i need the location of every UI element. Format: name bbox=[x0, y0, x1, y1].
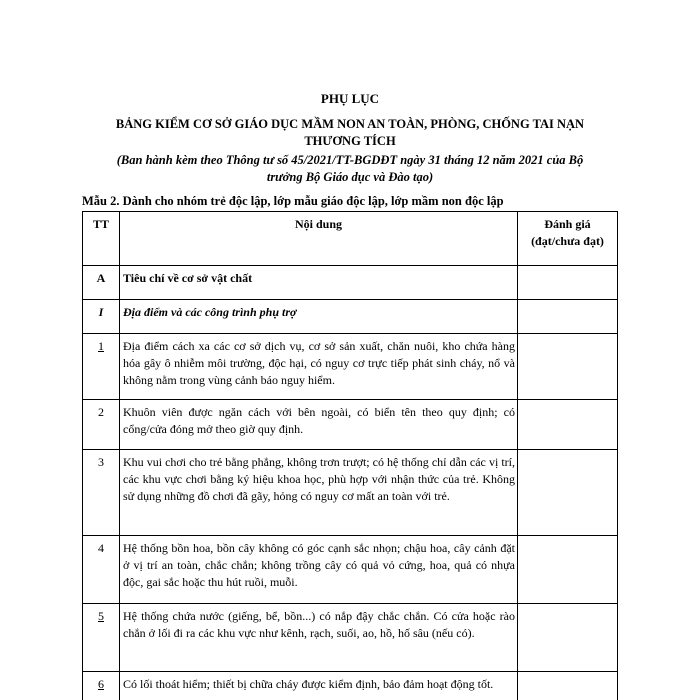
row-number: 6 bbox=[83, 672, 120, 700]
row-number: 5 bbox=[83, 604, 120, 672]
row-content: Có lối thoát hiểm; thiết bị chữa cháy được kiểm định, bảo đảm hoạt động tốt. bbox=[120, 672, 518, 700]
header-evaluation bbox=[518, 212, 618, 266]
issuance-note-line2: trưởng Bộ Giáo dục và Đào tạo) bbox=[266, 170, 434, 184]
header-tt: TT bbox=[83, 212, 120, 266]
row-content: Khuôn viên được ngăn cách với bên ngoài, có biển tên theo quy định; có cổng/cửa đóng mở theo giờ quy định. bbox=[120, 400, 518, 450]
issuance-note bbox=[0, 152, 700, 186]
issuance-note-line1: (Ban hành kèm theo Thông tư số 45/2021/TT-BGDĐT ngày 31 tháng 12 năm 2021 của Bộ bbox=[116, 153, 584, 167]
row-content: Địa điểm và các công trình phụ trợ bbox=[120, 300, 518, 334]
row-number: 1 bbox=[83, 334, 120, 400]
row-number: 4 bbox=[83, 536, 120, 604]
row-evaluation-cell[interactable] bbox=[518, 266, 618, 300]
row-evaluation-cell[interactable] bbox=[518, 450, 618, 536]
table-header-row bbox=[83, 212, 618, 266]
table-row bbox=[83, 266, 618, 300]
row-evaluation-cell[interactable] bbox=[518, 300, 618, 334]
table-row bbox=[83, 450, 618, 536]
row-evaluation-cell[interactable] bbox=[518, 334, 618, 400]
appendix-title: PHỤ LỤC bbox=[320, 91, 380, 106]
table-row bbox=[83, 300, 618, 334]
header-evaluation-line2: (đạt/chưa đạt) bbox=[531, 234, 604, 248]
table-row bbox=[83, 334, 618, 400]
row-number: 3 bbox=[83, 450, 120, 536]
checklist-table bbox=[82, 211, 618, 700]
row-evaluation-cell[interactable] bbox=[518, 536, 618, 604]
row-number: A bbox=[83, 266, 120, 300]
table-row bbox=[83, 536, 618, 604]
form-label: Mẫu 2. Dành cho nhóm trẻ độc lập, lớp mẫu giáo độc lập, lớp mầm non độc lập bbox=[82, 194, 504, 208]
header-evaluation-line1: Đánh giá bbox=[544, 217, 591, 231]
row-content: Hệ thống bồn hoa, bồn cây không có góc cạnh sắc nhọn; chậu hoa, cây cảnh đặt ở vị trí an toàn, chắc chắn; không trồng cây có quả vỏ cứng, hoa, quả có nhựa độc, gai sắc hoặc thu hút ruồi, muỗi. bbox=[120, 536, 518, 604]
row-content: Tiêu chí về cơ sở vật chất bbox=[120, 266, 518, 300]
table-row bbox=[83, 400, 618, 450]
row-content: Địa điểm cách xa các cơ sở dịch vụ, cơ sở sản xuất, chăn nuôi, kho chứa hàng hóa gây ô nhiễm môi trường, độc hại, có nguy cơ trực tiếp phát sinh cháy, nổ và không nằm trong vùng cảnh báo nguy hiểm. bbox=[120, 334, 518, 400]
table-row bbox=[83, 604, 618, 672]
checklist-title bbox=[0, 116, 700, 150]
row-evaluation-cell[interactable] bbox=[518, 400, 618, 450]
row-number: 2 bbox=[83, 400, 120, 450]
row-evaluation-cell[interactable] bbox=[518, 672, 618, 700]
row-content: Hệ thống chứa nước (giếng, bể, bồn...) có nắp đậy chắc chắn. Có cửa hoặc rào chắn ở lối đi ra các khu vực như kênh, rạch, suối, ao, hồ, hố sâu (nếu có). bbox=[120, 604, 518, 672]
row-content: Khu vui chơi cho trẻ bằng phẳng, không trơn trượt; có hệ thống chỉ dẫn các vị trí, các khu vực chơi bằng ký hiệu khoa học, phù hợp với nhận thức của trẻ. Không sử dụng những đồ chơi đã gãy, hỏng có nguy cơ mất an toàn với trẻ. bbox=[120, 450, 518, 536]
checklist-title-line1: BẢNG KIỂM CƠ SỞ GIÁO DỤC MẦM NON AN TOÀN, PHÒNG, CHỐNG TAI NẠN bbox=[115, 117, 585, 131]
row-number: I bbox=[83, 300, 120, 334]
header-content: Nội dung bbox=[120, 212, 518, 266]
row-evaluation-cell[interactable] bbox=[518, 604, 618, 672]
table-row bbox=[83, 672, 618, 700]
checklist-title-line2: THƯƠNG TÍCH bbox=[304, 134, 396, 148]
